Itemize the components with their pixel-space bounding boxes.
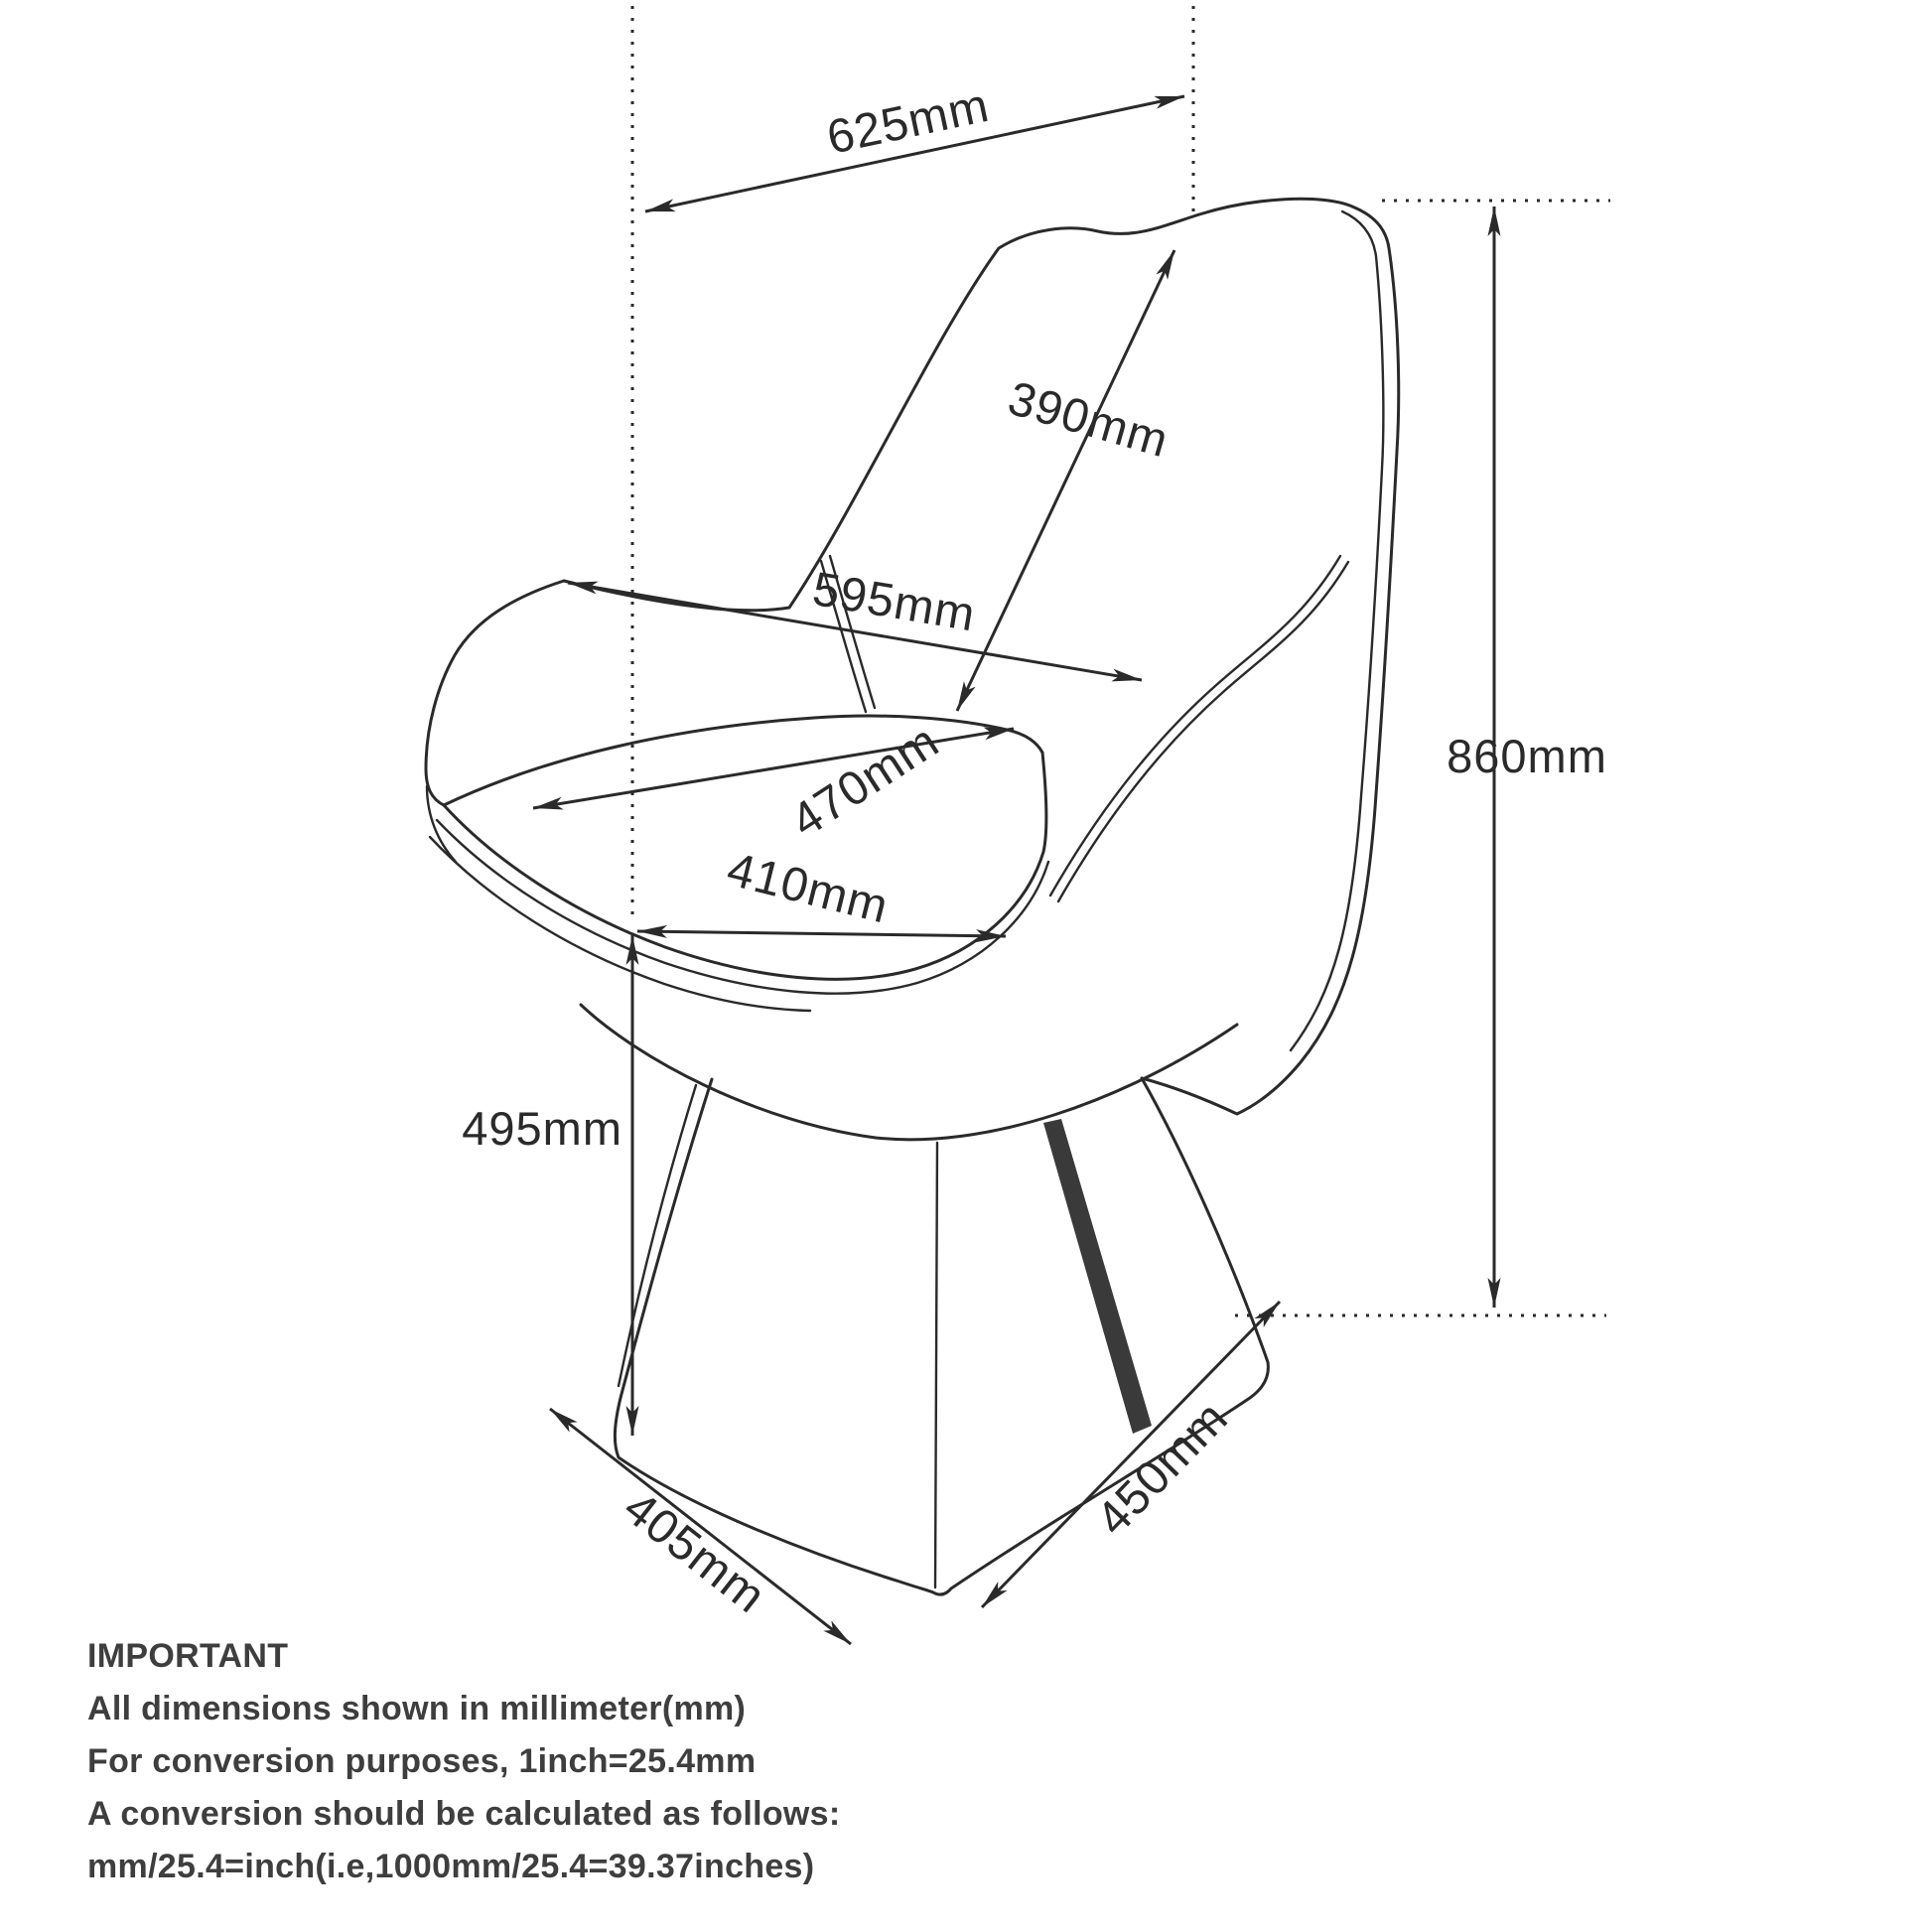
- base-hatched-leg-band: [1043, 1119, 1152, 1434]
- dimension-base-depth: [550, 1409, 851, 1644]
- dimension-line: [533, 729, 1014, 808]
- dim-label-armrest-span: 595mm: [808, 562, 980, 642]
- notes-line-3: A conversion should be calculated as follows:: [87, 1795, 841, 1833]
- notes-line-1: All dimensions shown in millimeter(mm): [87, 1690, 747, 1727]
- notes-line-2: For conversion purposes, 1inch=25.4mm: [87, 1742, 757, 1780]
- underseat-bowl: [581, 1005, 1237, 1140]
- dim-label-backrest-diagonal: 390mm: [1002, 371, 1174, 469]
- dimension-line: [957, 250, 1174, 711]
- dimension-line: [982, 1302, 1280, 1607]
- extension-lines: [632, 6, 1610, 1315]
- dim-label-top-width: 625mm: [822, 78, 995, 165]
- dim-label-seat-height: 495mm: [462, 1102, 622, 1155]
- dimension-armrest-span: [568, 563, 1142, 680]
- backrest-inner-edge: [1291, 211, 1383, 1050]
- dim-label-seat-width: 410mm: [722, 843, 895, 934]
- base-inner-left-line: [619, 1085, 696, 1386]
- notes-line-4: mm/25.4=inch(i.e,1000mm/25.4=39.37inches): [87, 1848, 815, 1885]
- dimension-seat-height: [462, 935, 632, 1436]
- dim-label-seat-diagonal: 470mm: [781, 714, 949, 849]
- right-armrest-inner-2: [1058, 562, 1348, 901]
- dim-label-overall-height: 860mm: [1447, 730, 1607, 782]
- chair-line-art: [426, 199, 1399, 1594]
- dimension-seat-width: [637, 843, 1006, 936]
- dimension-backrest-diagonal: [957, 250, 1174, 711]
- dimension-base-width: [982, 1302, 1280, 1607]
- base-front-corner-line: [935, 1143, 937, 1587]
- base-outline: [615, 1078, 1268, 1594]
- notes-block: [87, 1630, 841, 1893]
- dimension-seat-diagonal: [533, 715, 1014, 848]
- dim-label-base-depth: 405mm: [614, 1481, 775, 1624]
- dimension-top-width: [645, 79, 1184, 211]
- notes-heading: IMPORTANT: [87, 1637, 289, 1675]
- dimension-overall-height: [1447, 207, 1607, 1308]
- left-armrest-outline: [426, 581, 564, 805]
- dim-label-base-width: 450mm: [1086, 1391, 1239, 1547]
- seat-back-edge: [444, 716, 1042, 805]
- dimension-line: [637, 931, 1006, 936]
